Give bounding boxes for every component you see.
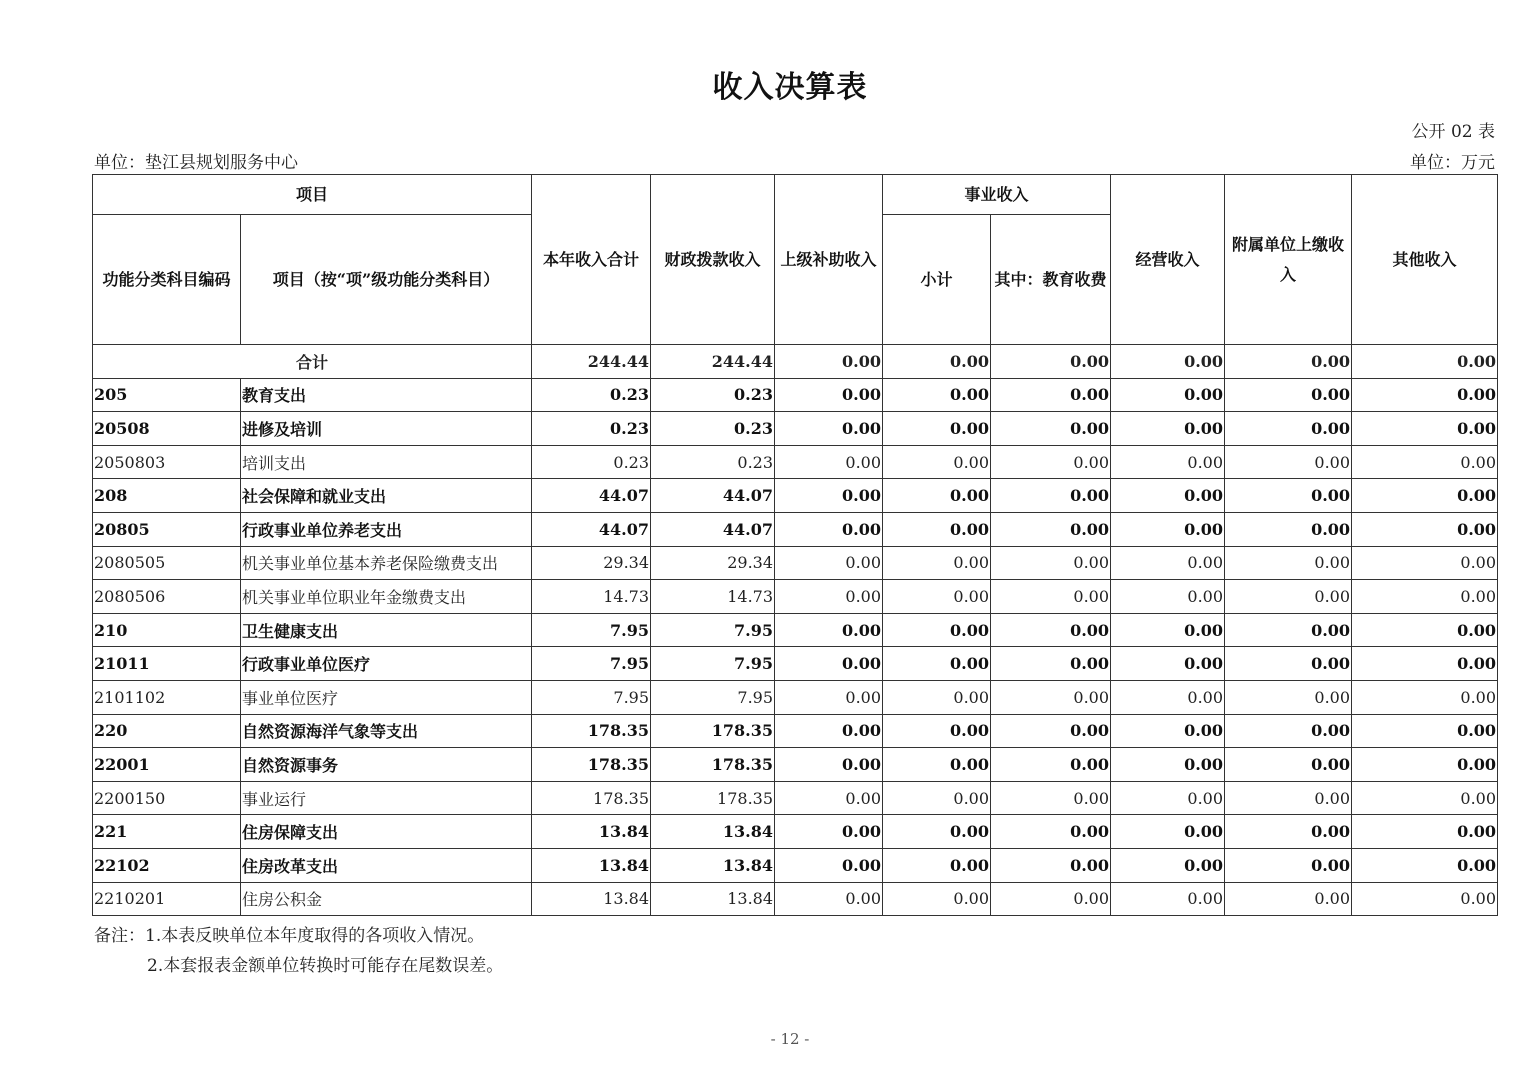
header-affiliated: 附属单位上缴收入 xyxy=(1225,175,1352,345)
table-row xyxy=(93,479,1498,513)
row-value: 0.23 xyxy=(532,445,651,479)
total-value: 0.00 xyxy=(1225,345,1352,379)
row-value: 0.00 xyxy=(883,882,991,916)
row-value: 0.00 xyxy=(1111,848,1225,882)
row-value: 0.00 xyxy=(883,714,991,748)
row-value: 0.00 xyxy=(1352,580,1498,614)
header-fiscal: 财政拨款收入 xyxy=(651,175,775,345)
row-code: 2200150 xyxy=(93,781,241,815)
row-code: 208 xyxy=(93,479,241,513)
table-row xyxy=(93,647,1498,681)
row-value: 13.84 xyxy=(651,848,775,882)
row-value: 0.00 xyxy=(1111,580,1225,614)
row-value: 0.00 xyxy=(883,378,991,412)
row-value: 0.00 xyxy=(883,848,991,882)
row-value: 0.00 xyxy=(1352,412,1498,446)
row-name: 事业运行 xyxy=(241,781,532,815)
row-value: 13.84 xyxy=(651,815,775,849)
row-value: 0.00 xyxy=(1225,882,1352,916)
row-value: 0.00 xyxy=(991,748,1111,782)
row-value: 7.95 xyxy=(651,613,775,647)
row-value: 0.23 xyxy=(651,445,775,479)
row-value: 13.84 xyxy=(532,848,651,882)
note-2: 2.本套报表金额单位转换时可能存在尾数误差。 xyxy=(147,956,504,976)
row-value: 0.00 xyxy=(775,714,883,748)
row-code: 22102 xyxy=(93,848,241,882)
row-name: 卫生健康支出 xyxy=(241,613,532,647)
row-value: 0.00 xyxy=(883,580,991,614)
table-row xyxy=(93,613,1498,647)
row-value: 0.00 xyxy=(883,748,991,782)
row-value: 0.00 xyxy=(1111,647,1225,681)
row-value: 0.00 xyxy=(1225,546,1352,580)
row-value: 0.00 xyxy=(883,412,991,446)
page-number: - 12 - xyxy=(770,1030,810,1048)
row-value: 178.35 xyxy=(651,781,775,815)
total-value: 244.44 xyxy=(651,345,775,379)
table-row xyxy=(93,848,1498,882)
row-value: 0.00 xyxy=(775,781,883,815)
row-name: 住房保障支出 xyxy=(241,815,532,849)
row-value: 0.00 xyxy=(883,445,991,479)
header-code: 功能分类科目编码 xyxy=(93,215,241,345)
table-row xyxy=(93,546,1498,580)
row-value: 0.00 xyxy=(775,378,883,412)
row-value: 7.95 xyxy=(651,647,775,681)
total-value: 0.00 xyxy=(775,345,883,379)
row-value: 29.34 xyxy=(651,546,775,580)
row-code: 2101102 xyxy=(93,680,241,714)
header-operating: 经营收入 xyxy=(1111,175,1225,345)
row-value: 0.00 xyxy=(775,412,883,446)
row-value: 0.23 xyxy=(532,412,651,446)
row-value: 178.35 xyxy=(532,714,651,748)
table-row xyxy=(93,512,1498,546)
row-value: 0.00 xyxy=(1352,848,1498,882)
row-name: 社会保障和就业支出 xyxy=(241,479,532,513)
table-row xyxy=(93,748,1498,782)
row-value: 0.23 xyxy=(532,378,651,412)
header-project: 项目 xyxy=(93,175,532,215)
row-value: 0.00 xyxy=(1111,882,1225,916)
row-value: 0.00 xyxy=(991,714,1111,748)
row-value: 0.00 xyxy=(883,815,991,849)
row-value: 14.73 xyxy=(651,580,775,614)
row-name: 行政事业单位养老支出 xyxy=(241,512,532,546)
table-row xyxy=(93,714,1498,748)
row-value: 44.07 xyxy=(651,512,775,546)
row-value: 14.73 xyxy=(532,580,651,614)
row-name: 自然资源事务 xyxy=(241,748,532,782)
row-name: 培训支出 xyxy=(241,445,532,479)
row-value: 0.00 xyxy=(883,479,991,513)
table-row xyxy=(93,580,1498,614)
row-code: 221 xyxy=(93,815,241,849)
total-label: 合计 xyxy=(93,345,532,379)
row-value: 0.00 xyxy=(1111,546,1225,580)
unit-organization: 单位：垫江县规划服务中心 xyxy=(94,153,298,173)
header-career: 事业收入 xyxy=(883,175,1111,215)
header-name: 项目（按“项”级功能分类科目） xyxy=(241,215,532,345)
row-value: 0.00 xyxy=(1225,445,1352,479)
unit-currency: 单位：万元 xyxy=(1410,153,1495,173)
row-value: 0.00 xyxy=(991,412,1111,446)
table-body xyxy=(93,345,1498,916)
row-value: 0.00 xyxy=(775,445,883,479)
table-row xyxy=(93,815,1498,849)
row-value: 0.00 xyxy=(775,815,883,849)
row-value: 0.00 xyxy=(991,882,1111,916)
row-value: 0.00 xyxy=(775,580,883,614)
row-value: 0.00 xyxy=(1352,512,1498,546)
row-value: 0.00 xyxy=(1111,714,1225,748)
row-value: 0.00 xyxy=(1111,815,1225,849)
header-subtotal: 小计 xyxy=(883,215,991,345)
row-value: 0.00 xyxy=(1225,781,1352,815)
row-value: 0.00 xyxy=(883,613,991,647)
row-value: 44.07 xyxy=(532,512,651,546)
row-value: 0.00 xyxy=(1111,412,1225,446)
row-value: 0.00 xyxy=(775,748,883,782)
header-other: 其他收入 xyxy=(1352,175,1498,345)
row-value: 0.00 xyxy=(775,613,883,647)
row-value: 7.95 xyxy=(532,680,651,714)
row-value: 0.00 xyxy=(1111,781,1225,815)
page-title: 收入决算表 xyxy=(712,70,868,105)
row-code: 205 xyxy=(93,378,241,412)
row-value: 7.95 xyxy=(532,647,651,681)
row-value: 0.00 xyxy=(1352,647,1498,681)
total-value: 0.00 xyxy=(991,345,1111,379)
row-value: 0.00 xyxy=(1225,378,1352,412)
row-value: 0.00 xyxy=(1225,613,1352,647)
row-value: 0.00 xyxy=(991,546,1111,580)
row-value: 29.34 xyxy=(532,546,651,580)
table-row xyxy=(93,680,1498,714)
row-value: 13.84 xyxy=(532,882,651,916)
row-value: 0.00 xyxy=(1352,613,1498,647)
row-value: 0.00 xyxy=(883,680,991,714)
row-value: 0.00 xyxy=(991,815,1111,849)
row-name: 进修及培训 xyxy=(241,412,532,446)
row-value: 0.00 xyxy=(991,613,1111,647)
row-value: 0.00 xyxy=(991,848,1111,882)
row-value: 0.00 xyxy=(1352,882,1498,916)
row-value: 0.00 xyxy=(991,512,1111,546)
income-table xyxy=(92,174,1498,916)
row-value: 0.00 xyxy=(1352,378,1498,412)
table-row xyxy=(93,882,1498,916)
row-value: 0.00 xyxy=(1111,748,1225,782)
total-row xyxy=(93,345,1498,379)
row-value: 0.00 xyxy=(1225,848,1352,882)
row-value: 0.00 xyxy=(775,546,883,580)
row-value: 0.23 xyxy=(651,412,775,446)
row-code: 220 xyxy=(93,714,241,748)
row-value: 0.00 xyxy=(991,680,1111,714)
header-superior: 上级补助收入 xyxy=(775,175,883,345)
row-value: 0.00 xyxy=(1225,512,1352,546)
row-name: 事业单位医疗 xyxy=(241,680,532,714)
row-value: 0.00 xyxy=(775,680,883,714)
row-value: 0.00 xyxy=(1225,479,1352,513)
row-value: 0.00 xyxy=(775,848,883,882)
row-value: 13.84 xyxy=(651,882,775,916)
total-value: 0.00 xyxy=(1352,345,1498,379)
row-name: 教育支出 xyxy=(241,378,532,412)
row-value: 0.00 xyxy=(1111,479,1225,513)
row-value: 7.95 xyxy=(651,680,775,714)
row-value: 0.00 xyxy=(775,479,883,513)
row-name: 住房改革支出 xyxy=(241,848,532,882)
row-value: 0.00 xyxy=(1111,512,1225,546)
row-value: 0.00 xyxy=(1352,546,1498,580)
row-code: 2080506 xyxy=(93,580,241,614)
header-education-fee: 其中：教育收费 xyxy=(991,215,1111,345)
row-value: 0.00 xyxy=(1225,748,1352,782)
row-value: 0.00 xyxy=(1352,714,1498,748)
row-value: 0.00 xyxy=(1225,815,1352,849)
row-value: 13.84 xyxy=(532,815,651,849)
row-code: 21011 xyxy=(93,647,241,681)
row-name: 机关事业单位职业年金缴费支出 xyxy=(241,580,532,614)
row-value: 178.35 xyxy=(532,748,651,782)
row-code: 20508 xyxy=(93,412,241,446)
row-value: 0.00 xyxy=(1352,479,1498,513)
row-value: 0.00 xyxy=(991,580,1111,614)
row-value: 0.00 xyxy=(991,781,1111,815)
row-code: 2210201 xyxy=(93,882,241,916)
row-value: 0.00 xyxy=(1352,748,1498,782)
total-value: 244.44 xyxy=(532,345,651,379)
row-value: 0.23 xyxy=(651,378,775,412)
row-value: 0.00 xyxy=(1352,680,1498,714)
row-value: 178.35 xyxy=(651,714,775,748)
row-value: 0.00 xyxy=(775,647,883,681)
row-value: 178.35 xyxy=(651,748,775,782)
row-name: 住房公积金 xyxy=(241,882,532,916)
row-value: 0.00 xyxy=(1225,714,1352,748)
total-value: 0.00 xyxy=(1111,345,1225,379)
row-value: 0.00 xyxy=(883,546,991,580)
row-code: 210 xyxy=(93,613,241,647)
table-row xyxy=(93,445,1498,479)
table-row xyxy=(93,781,1498,815)
table-row xyxy=(93,378,1498,412)
row-value: 0.00 xyxy=(991,378,1111,412)
row-value: 0.00 xyxy=(775,512,883,546)
header-total-income: 本年收入合计 xyxy=(532,175,651,345)
row-value: 0.00 xyxy=(1111,613,1225,647)
row-value: 0.00 xyxy=(1111,378,1225,412)
row-value: 44.07 xyxy=(532,479,651,513)
row-value: 0.00 xyxy=(1352,445,1498,479)
row-code: 20805 xyxy=(93,512,241,546)
row-name: 行政事业单位医疗 xyxy=(241,647,532,681)
row-value: 178.35 xyxy=(532,781,651,815)
row-value: 0.00 xyxy=(1225,412,1352,446)
row-value: 0.00 xyxy=(1352,815,1498,849)
row-value: 0.00 xyxy=(1111,680,1225,714)
row-code: 22001 xyxy=(93,748,241,782)
row-value: 0.00 xyxy=(1111,445,1225,479)
row-value: 0.00 xyxy=(883,781,991,815)
row-value: 0.00 xyxy=(991,647,1111,681)
row-value: 0.00 xyxy=(1225,680,1352,714)
row-value: 0.00 xyxy=(883,512,991,546)
row-value: 44.07 xyxy=(651,479,775,513)
form-number: 公开 02 表 xyxy=(1411,122,1495,142)
row-value: 0.00 xyxy=(991,445,1111,479)
row-code: 2050803 xyxy=(93,445,241,479)
row-value: 0.00 xyxy=(1225,580,1352,614)
row-code: 2080505 xyxy=(93,546,241,580)
row-name: 机关事业单位基本养老保险缴费支出 xyxy=(241,546,532,580)
row-value: 0.00 xyxy=(1225,647,1352,681)
row-value: 0.00 xyxy=(991,479,1111,513)
note-1: 备注：1.本表反映单位本年度取得的各项收入情况。 xyxy=(94,926,485,946)
row-value: 0.00 xyxy=(883,647,991,681)
row-name: 自然资源海洋气象等支出 xyxy=(241,714,532,748)
total-value: 0.00 xyxy=(883,345,991,379)
row-value: 7.95 xyxy=(532,613,651,647)
row-value: 0.00 xyxy=(775,882,883,916)
row-value: 0.00 xyxy=(1352,781,1498,815)
table-row xyxy=(93,412,1498,446)
